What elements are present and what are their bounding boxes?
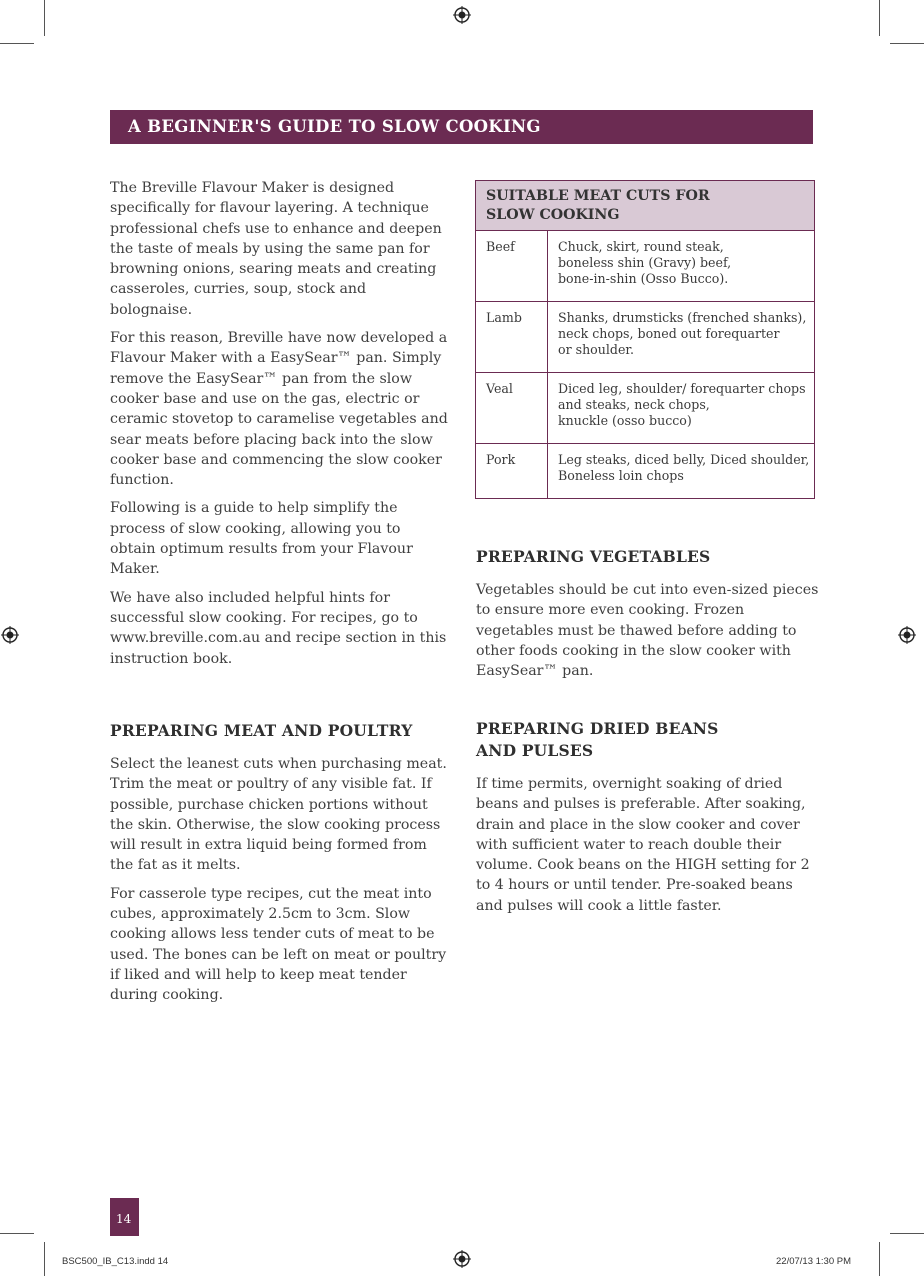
intro-text <box>110 178 450 669</box>
section-heading: PREPARING DRIED BEANS AND PULSES <box>476 719 719 760</box>
table-row <box>476 444 815 499</box>
crop-mark <box>890 1233 924 1234</box>
registration-mark-icon <box>1 626 19 644</box>
table-row <box>476 302 815 373</box>
section-banner: A BEGINNER'S GUIDE TO SLOW COOKING <box>110 110 813 144</box>
crop-mark <box>879 1242 880 1276</box>
registration-mark-icon <box>453 6 471 24</box>
intro-paragraph: For this reason, Breville have now developed a Flavour Maker with a EasySear™ pan. Simply remove the EasySear™ pan from the slow cooker base and use on the gas, electric or ceramic stovetop to caramelise vegetables and sear meats before placing back into the slow cooker base and commencing the slow cooker function. <box>110 330 448 489</box>
meat-type: Lamb <box>476 302 548 373</box>
page-number: 14 <box>110 1198 139 1236</box>
meat-paragraph: For casserole type recipes, cut the meat into cubes, approximately 2.5cm to 3cm. Slow cooking allows less tender cuts of meat to be used. The bones can be left on meat or poultry if liked and will help to keep meat tender during cooking. <box>110 885 447 1004</box>
meat-type: Veal <box>476 373 548 444</box>
beans-paragraph: If time permits, overnight soaking of dried beans and pulses is preferable. After soaking, drain and place in the slow cooker and cover with sufficient water to reach double their volume. Cook beans on the HIGH setting for 2 to 4 hours or until tender. Pre-soaked beans and pulses will cook a little faster. <box>476 776 810 914</box>
intro-paragraph: We have also included helpful hints for successful slow cooking. For recipes, go to www.breville.com.au and recipe section in this instruction book. <box>110 589 447 667</box>
footer-timestamp: 22/07/13 1:30 PM <box>776 1256 851 1267</box>
crop-mark <box>0 1233 34 1234</box>
table-header-line: SUITABLE MEAT CUTS FOR <box>486 188 710 204</box>
footer-file-name: BSC500_IB_C13.indd 14 <box>62 1256 169 1267</box>
table-row <box>476 373 815 444</box>
intro-paragraph: The Breville Flavour Maker is designed specifically for flavour layering. A technique professional chefs use to enhance and deepen the taste of meals by using the same pan for browning onions, searing meats and creating casseroles, curries, soup, stock and bolognaise. <box>110 180 442 318</box>
table-header <box>476 181 815 231</box>
meat-cuts: Chuck, skirt, round steak, boneless shin (Gravy) beef, bone-in-shin (Osso Bucco). <box>548 231 815 302</box>
registration-mark-icon <box>898 626 916 644</box>
crop-mark <box>0 43 34 44</box>
registration-mark-icon <box>453 1250 471 1268</box>
meat-type: Beef <box>476 231 548 302</box>
meat-type: Pork <box>476 444 548 499</box>
intro-paragraph: Following is a guide to help simplify the process of slow cooking, allowing you to obtain optimum results from your Flavour Maker. <box>110 500 413 578</box>
meat-cuts-table <box>475 180 815 499</box>
vegetables-paragraph: Vegetables should be cut into even-sized pieces to ensure more even cooking. Frozen vegetables must be thawed before adding to other foods cooking in the slow cooker with EasySear™ pan. <box>476 582 819 680</box>
crop-mark <box>44 1242 45 1276</box>
meat-paragraph: Select the leanest cuts when purchasing meat. Trim the meat or poultry of any visible fat. If possible, purchase chicken portions without the skin. Otherwise, the slow cooking process will result in extra liquid being formed from the fat as it melts. <box>110 756 447 874</box>
table-row <box>476 231 815 302</box>
meat-cuts: Diced leg, shoulder/ forequarter chops and steaks, neck chops, knuckle (osso bucco) <box>548 373 815 444</box>
meat-cuts: Leg steaks, diced belly, Diced shoulder, Boneless loin chops <box>548 444 815 499</box>
crop-mark <box>879 0 880 36</box>
meat-cuts: Shanks, drumsticks (frenched shanks), neck chops, boned out forequarter or shoulder. <box>548 302 815 373</box>
meat-poultry-section <box>110 720 450 1006</box>
vegetables-section <box>476 546 821 681</box>
section-heading: PREPARING VEGETABLES <box>476 547 711 566</box>
section-heading: PREPARING MEAT AND POULTRY <box>110 721 413 740</box>
table-header-line: SLOW COOKING <box>486 207 620 223</box>
crop-mark <box>890 43 924 44</box>
crop-mark <box>44 0 45 36</box>
beans-section <box>476 718 821 916</box>
